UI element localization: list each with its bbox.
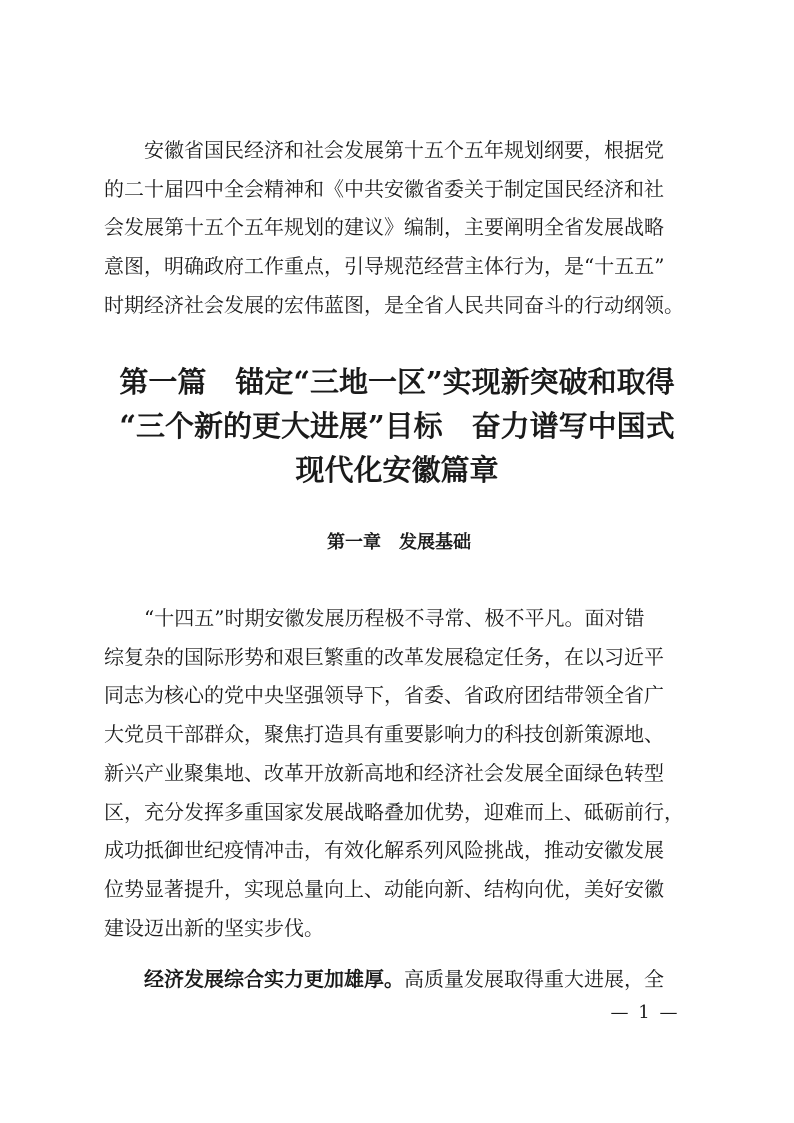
body-line: 新兴产业聚集地、改革开放新高地和经济社会发展全面绿色转型 [104,760,664,785]
intro-line: 安徽省国民经济和社会发展第十五个五年规划纲要，根据党 [144,138,664,162]
intro-paragraph [104,131,694,325]
page-number: — 1 — [610,1002,680,1023]
section-lead-text: 高质量发展取得重大进展，全 [404,967,664,991]
chapter-title: 第一章 发展基础 [327,532,471,553]
body-line: 成功抵御世纪疫情冲击，有效化解系列风险挑战，推动安徽发展 [104,838,664,863]
body-line: 建设迈出新的坚实步伐。 [104,915,324,940]
body-line: 位势显著提升，实现总量向上、动能向新、结构向优，美好安徽 [104,876,664,901]
body-line: 综复杂的国际形势和艰巨繁重的改革发展稳定任务，在以习近平 [104,644,664,669]
body-line: “十四五”时期安徽发展历程极不寻常、极不平凡。面对错 [144,606,645,630]
intro-line: 的二十届四中全会精神和《中共安徽省委关于制定国民经济和社 [104,176,664,201]
body-paragraph [104,599,694,947]
part-title [100,360,694,492]
section-lead-bold: 经济发展综合实力更加雄厚。 [144,967,404,991]
part-title-line: “三个新的更大进展”目标 奋力谱写中国式 [119,409,675,443]
intro-line: 时期经济社会发展的宏伟蓝图，是全省人民共同奋斗的行动纲领。 [104,292,684,317]
body-line: 大党员干部群众，聚焦打造具有重要影响力的科技创新策源地、 [104,722,664,747]
part-title-line: 第一篇 锚定“三地一区”实现新突破和取得 [119,365,675,399]
body-line: 区，充分发挥多重国家发展战略叠加优势，迎难而上、砥砺前行， [104,799,684,824]
section-lead [144,961,694,997]
intro-line: 会发展第十五个五年规划的建议》编制，主要阐明全省发展战略 [104,215,664,240]
part-title-line: 现代化安徽篇章 [295,453,499,487]
body-line: 同志为核心的党中央坚强领导下，省委、省政府团结带领全省广 [104,683,664,708]
intro-line: 意图，明确政府工作重点，引导规范经营主体行为，是“十五五” [104,254,665,279]
